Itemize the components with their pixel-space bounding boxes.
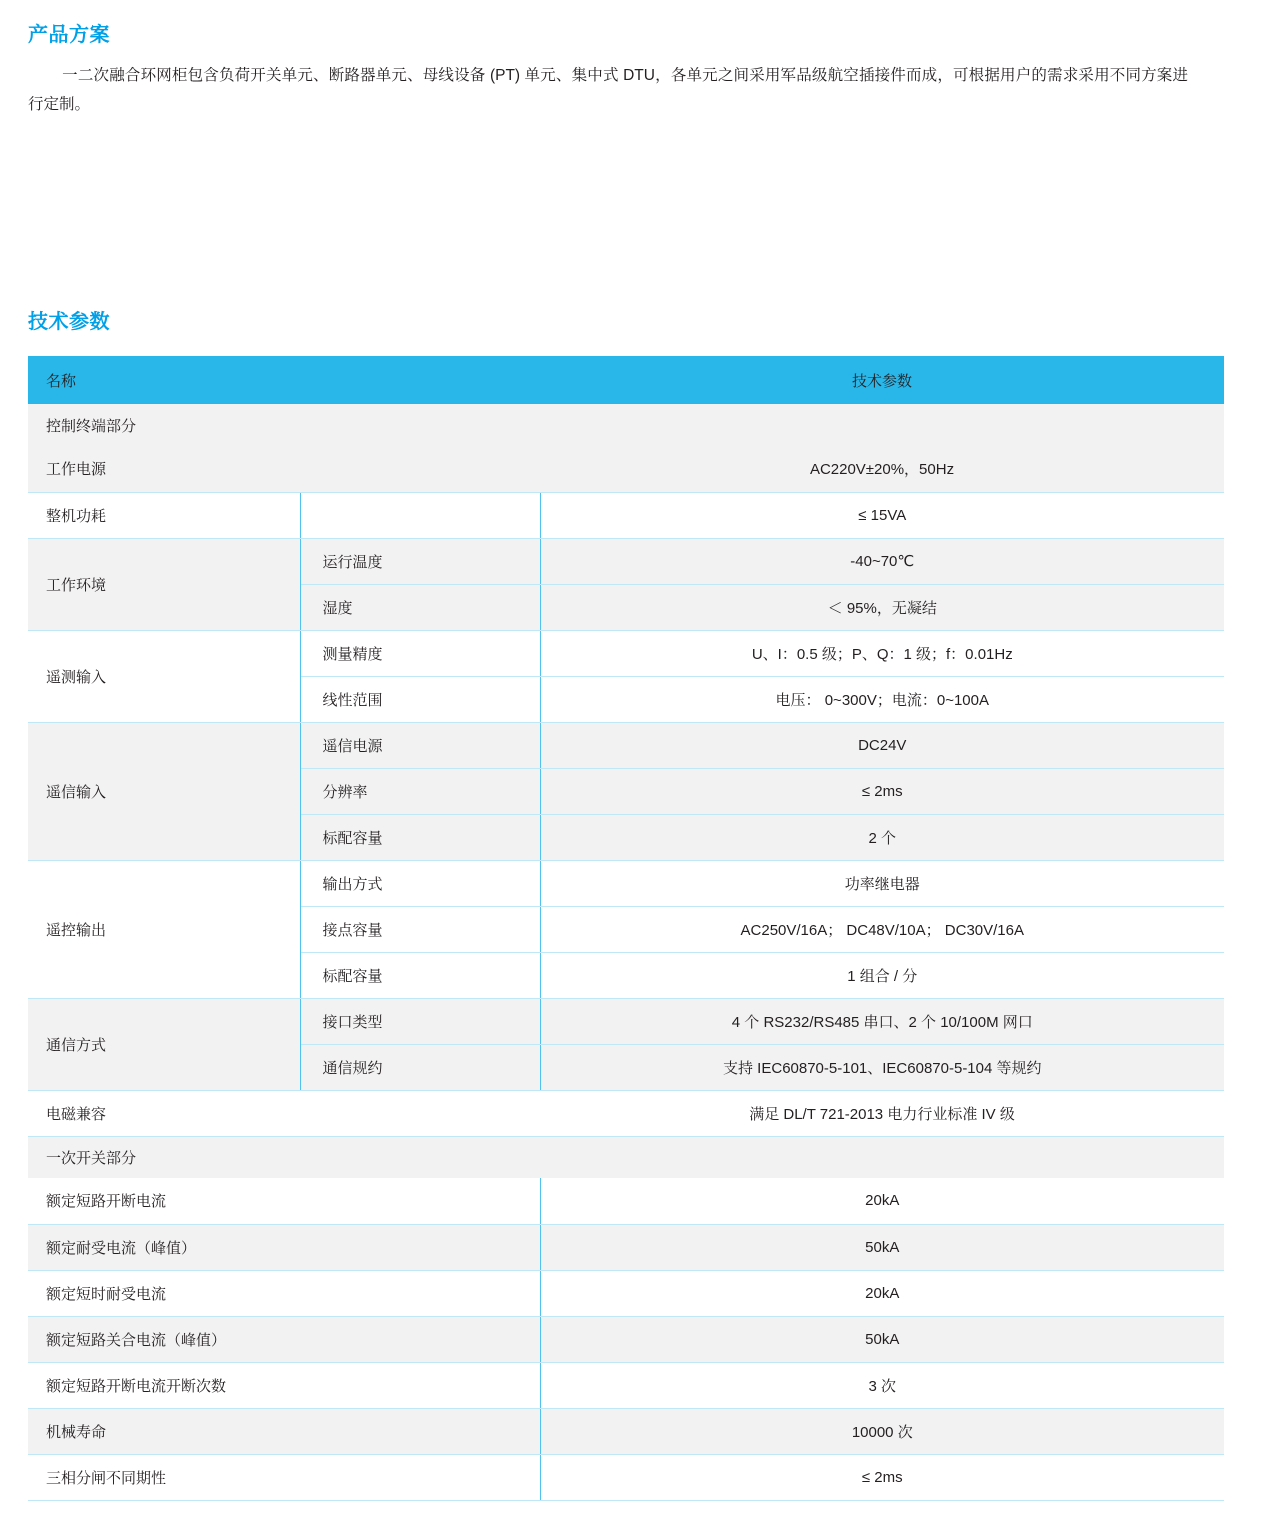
row-subname: 遥信电源: [300, 722, 540, 768]
row-subname: [300, 492, 540, 538]
row-subname: 接点容量: [300, 906, 540, 952]
row-value: ≤ 15VA: [540, 492, 1224, 538]
row-subname: 接口类型: [300, 998, 540, 1044]
row-subname: 线性范围: [300, 676, 540, 722]
row-subname: 输出方式: [300, 860, 540, 906]
row-subname: 分辨率: [300, 768, 540, 814]
table-row: [28, 1362, 1224, 1408]
row-value: 1 组合 / 分: [540, 952, 1224, 998]
row-value: 支持 IEC60870-5-101、IEC60870-5-104 等规约: [540, 1044, 1224, 1090]
row-name: 遥信输入: [28, 722, 300, 860]
row-value: ≤ 2ms: [540, 768, 1224, 814]
row-value: 2 个: [540, 814, 1224, 860]
table-row: [28, 1454, 1224, 1500]
row-value: 满足 DL/T 721-2013 电力行业标准 IV 级: [540, 1090, 1224, 1136]
row-value: 功率继电器: [540, 860, 1224, 906]
table-row: [28, 1316, 1224, 1362]
row-value: AC250V/16A； DC48V/10A； DC30V/16A: [540, 906, 1224, 952]
table-group-row: [28, 404, 1224, 446]
table-group-row: [28, 1136, 1224, 1178]
row-value: 3 次: [540, 1362, 1224, 1408]
row-subname: 湿度: [300, 584, 540, 630]
row-name: 工作电源: [28, 446, 540, 492]
header-cell-param: 技术参数: [540, 356, 1224, 404]
section-title-product-plan: 产品方案: [28, 24, 110, 46]
row-name: 电磁兼容: [28, 1090, 540, 1136]
table-row: [28, 630, 1224, 676]
row-value: 电压： 0~300V；电流：0~100A: [540, 676, 1224, 722]
tech-params-table: [28, 356, 1224, 1501]
row-value: 4 个 RS232/RS485 串口、2 个 10/100M 网口: [540, 998, 1224, 1044]
row-name: 额定短路开断电流: [28, 1178, 540, 1224]
table-row: [28, 1408, 1224, 1454]
row-value: 20kA: [540, 1270, 1224, 1316]
row-value: ≤ 2ms: [540, 1454, 1224, 1500]
table-row: [28, 1270, 1224, 1316]
document-page: [0, 18, 1269, 1501]
row-subname: 通信规约: [300, 1044, 540, 1090]
group-label: 控制终端部分: [28, 404, 1224, 446]
row-value: ＜ 95%，无凝结: [540, 584, 1224, 630]
row-name: 额定耐受电流（峰值）: [28, 1224, 540, 1270]
table-row: [28, 860, 1224, 906]
product-plan-paragraph: [28, 61, 1188, 119]
header-cell-name: 名称: [28, 356, 540, 404]
row-name: 遥测输入: [28, 630, 300, 722]
table-row: [28, 1090, 1224, 1136]
section-title-tech-params: 技术参数: [28, 311, 110, 333]
row-value: U、I：0.5 级；P、Q：1 级；f：0.01Hz: [540, 630, 1224, 676]
row-name: 通信方式: [28, 998, 300, 1090]
row-value: 20kA: [540, 1178, 1224, 1224]
row-name: 机械寿命: [28, 1408, 540, 1454]
row-value: -40~70℃: [540, 538, 1224, 584]
group-label: 一次开关部分: [28, 1136, 1224, 1178]
table-header-row: [28, 356, 1224, 404]
row-name: 额定短路开断电流开断次数: [28, 1362, 540, 1408]
row-name: 额定短时耐受电流: [28, 1270, 540, 1316]
row-name: 三相分闸不同期性: [28, 1454, 540, 1500]
table-row: [28, 446, 1224, 492]
row-subname: 标配容量: [300, 814, 540, 860]
table-row: [28, 1224, 1224, 1270]
row-value: 10000 次: [540, 1408, 1224, 1454]
table-row: [28, 722, 1224, 768]
table-row: [28, 1178, 1224, 1224]
row-subname: 标配容量: [300, 952, 540, 998]
table-row: [28, 492, 1224, 538]
row-name: 额定短路关合电流（峰值）: [28, 1316, 540, 1362]
paragraph-text: 一二次融合环网柜包含负荷开关单元、断路器单元、母线设备 (PT) 单元、集中式 DTU，各单元之间采用军品级航空插接件而成，可根据用户的需求采用不同方案进行定制。: [28, 67, 1188, 113]
row-name: 整机功耗: [28, 492, 300, 538]
row-name: 工作环境: [28, 538, 300, 630]
row-value: 50kA: [540, 1316, 1224, 1362]
table-row: [28, 998, 1224, 1044]
row-value: 50kA: [540, 1224, 1224, 1270]
row-value: DC24V: [540, 722, 1224, 768]
row-subname: 测量精度: [300, 630, 540, 676]
table-row: [28, 538, 1224, 584]
row-name: 遥控输出: [28, 860, 300, 998]
row-value: AC220V±20%，50Hz: [540, 446, 1224, 492]
row-subname: 运行温度: [300, 538, 540, 584]
